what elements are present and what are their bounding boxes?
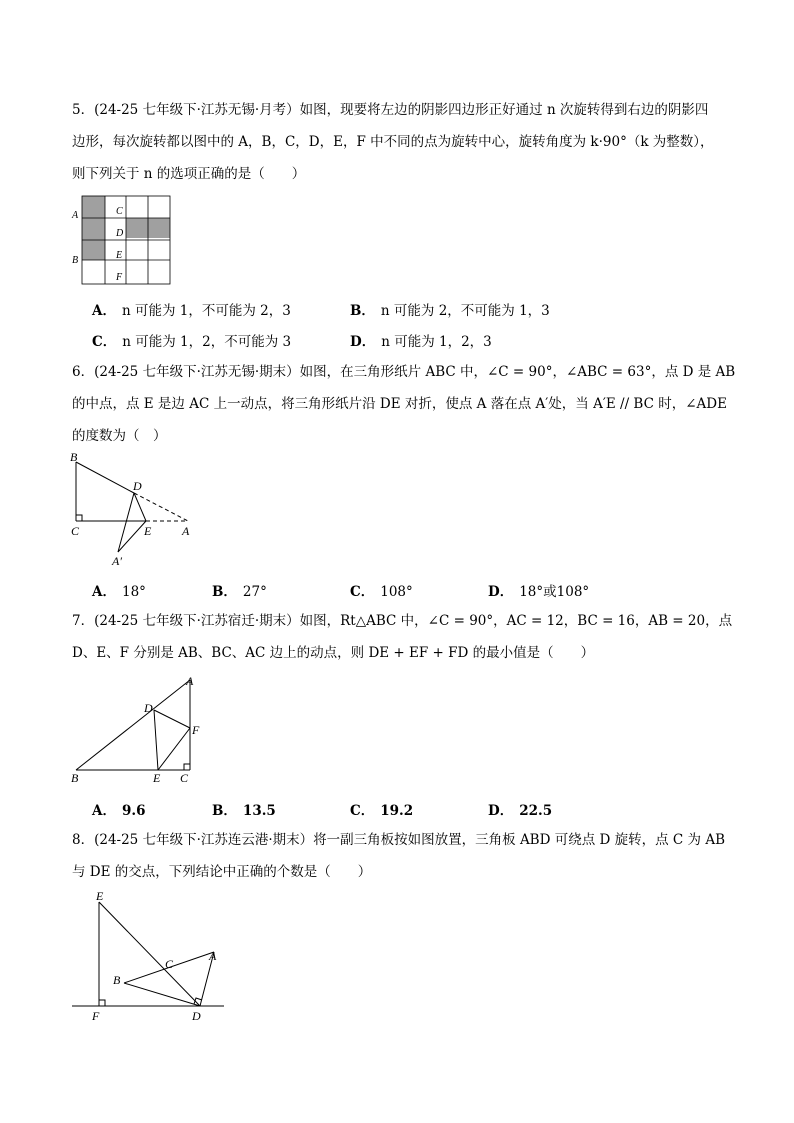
- label-F: F: [92, 1009, 100, 1023]
- option-key: A．: [92, 584, 116, 600]
- question-6: [72, 356, 736, 452]
- q7-option-a[interactable]: [92, 799, 145, 819]
- label-C: C: [71, 524, 80, 538]
- option-key: B．: [350, 303, 375, 319]
- q5-option-b[interactable]: [350, 299, 550, 319]
- label-B: B: [71, 771, 79, 785]
- question-5: [72, 94, 722, 190]
- label-A: A: [186, 674, 194, 688]
- option-text: 22.5: [519, 803, 553, 819]
- label-D: D: [192, 1009, 201, 1023]
- option-key: B．: [212, 803, 237, 819]
- option-key: C．: [92, 334, 117, 350]
- option-text: 27°: [242, 584, 267, 600]
- option-text: n 可能为 1，2，3: [381, 334, 492, 350]
- side-BD: [76, 462, 134, 493]
- q7-option-d[interactable]: [488, 799, 552, 819]
- shaded-cell: [82, 218, 105, 240]
- right-angle-mark: [184, 764, 190, 770]
- q6-option-d[interactable]: [488, 580, 589, 600]
- q6-line-2: 的中点，点 E 是边 AC 上一动点，将三角形纸片沿 DE 对折，使点 A 落在点 A′处，当 A′E // BC 时，∠ADE: [72, 396, 727, 412]
- label-F: F: [116, 272, 123, 283]
- option-key: D．: [488, 803, 514, 819]
- label-A: A: [72, 210, 79, 221]
- q5-option-a[interactable]: [92, 299, 291, 319]
- q8-triangle-figure: [66, 888, 236, 1028]
- segment-DE: [154, 710, 158, 770]
- q5-option-c[interactable]: [92, 330, 291, 350]
- label-A-prime: A′: [112, 554, 122, 568]
- q5-option-d[interactable]: [350, 330, 492, 350]
- shaded-cell: [82, 240, 105, 260]
- option-text: n 可能为 1，2，不可能为 3: [122, 334, 292, 350]
- q7-triangle-figure: [66, 672, 216, 786]
- option-key: A．: [92, 803, 116, 819]
- label-D: D: [133, 479, 142, 493]
- option-key: D．: [488, 584, 514, 600]
- q5-line-1: 5．(24-25 七年级下·江苏无锡·月考）如图，现要将左边的阴影四边形正好通过 n 次旋转得到右边的阴影四: [72, 102, 709, 118]
- option-text: 108°: [380, 584, 413, 600]
- q5-grid-figure: [70, 192, 180, 288]
- option-text: 13.5: [242, 803, 276, 819]
- option-text: 19.2: [380, 803, 414, 819]
- q6-line-3: 的度数为（ ）: [72, 428, 167, 444]
- option-text: 18°: [121, 584, 146, 600]
- question-7: [72, 605, 733, 669]
- option-key: C．: [350, 803, 375, 819]
- segment-DF: [154, 710, 190, 728]
- label-E: E: [153, 771, 161, 785]
- option-text: n 可能为 1，不可能为 2，3: [121, 303, 291, 319]
- q6-option-a[interactable]: [92, 580, 146, 600]
- option-text: 18°或108°: [519, 584, 590, 600]
- q7-line-1: 7．(24-25 七年级下·江苏宿迁·期末）如图，Rt△ABC 中，∠C = 90°，AC = 12，BC = 16，AB = 20，点: [72, 613, 733, 629]
- q7-line-2: D、E、F 分别是 AB、BC、AC 边上的动点，则 DE + EF + FD 的最小值是（ ）: [72, 645, 595, 661]
- right-angle-mark-F: [99, 1000, 105, 1006]
- option-key: A．: [92, 303, 116, 319]
- shaded-cell: [82, 196, 105, 218]
- q6-option-b[interactable]: [212, 580, 267, 600]
- label-A: A: [209, 949, 217, 963]
- label-B: B: [113, 973, 121, 987]
- label-B: B: [72, 255, 79, 266]
- q6-option-c[interactable]: [350, 580, 413, 600]
- q6-line-1: 6．(24-25 七年级下·江苏无锡·期末）如图，在三角形纸片 ABC 中，∠C = 90°，∠ABC = 63°，点 D 是 AB: [72, 364, 736, 380]
- q8-line-1: 8．(24-25 七年级下·江苏连云港·期末）将一副三角板按如图放置，三角板 ABD 可绕点 D 旋转，点 C 为 AB: [72, 832, 726, 848]
- q6-triangle-figure: [66, 448, 206, 568]
- label-C: C: [180, 771, 189, 785]
- label-C: C: [116, 206, 123, 217]
- dashed-DA: [134, 493, 188, 521]
- label-A: A: [182, 524, 190, 538]
- option-text: 9.6: [121, 803, 146, 819]
- label-B: B: [70, 450, 78, 464]
- label-E: E: [96, 889, 104, 903]
- q5-line-3: 则下列关于 n 的选项正确的是（ ）: [72, 166, 306, 182]
- q7-option-c[interactable]: [350, 799, 413, 819]
- question-8: [72, 824, 726, 888]
- right-angle-mark: [76, 515, 82, 521]
- label-D: D: [116, 228, 124, 239]
- label-F: F: [192, 723, 200, 737]
- q8-line-2: 与 DE 的交点，下列结论中正确的个数是（ ）: [72, 864, 372, 880]
- q5-line-2: 边形，每次旋转都以图中的 A，B，C，D，E，F 中不同的点为旋转中心，旋转角度为 k·90°（k 为整数），: [72, 134, 714, 150]
- option-key: B．: [212, 584, 237, 600]
- q7-option-b[interactable]: [212, 799, 276, 819]
- label-D: D: [144, 701, 153, 715]
- option-key: D．: [350, 334, 376, 350]
- label-E: E: [144, 524, 152, 538]
- label-E: E: [116, 250, 123, 261]
- label-C: C: [165, 957, 174, 971]
- side-AB: [76, 680, 190, 770]
- option-text: n 可能为 2，不可能为 1，3: [380, 303, 550, 319]
- segment-DE: [134, 493, 146, 521]
- option-key: C．: [350, 584, 375, 600]
